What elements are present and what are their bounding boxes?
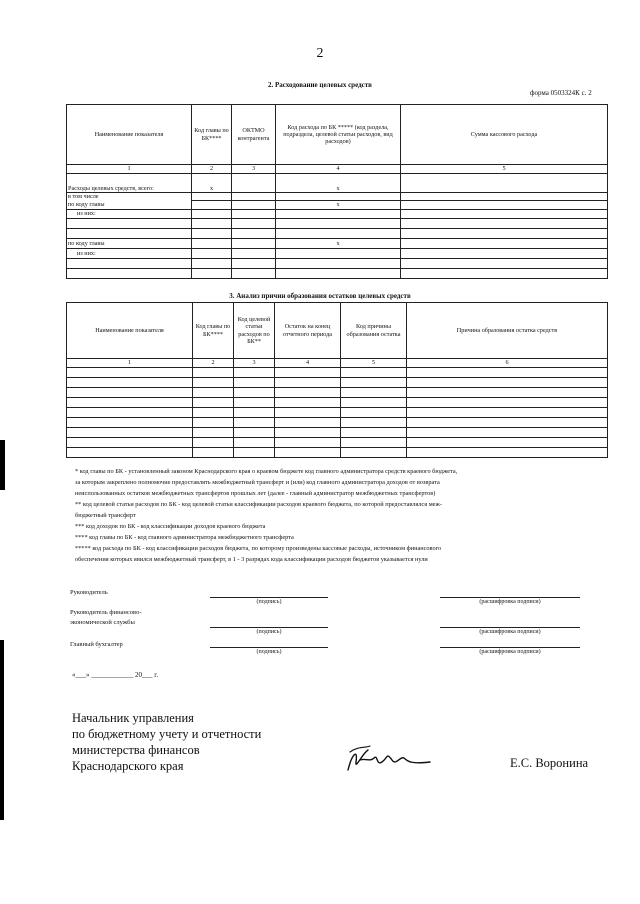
- table-row: [67, 249, 608, 259]
- header-reason: Причина образования остатка средств: [407, 303, 608, 359]
- table-row: [67, 269, 608, 279]
- chief-accountant-label: Главный бухгалтер: [70, 641, 123, 648]
- row-label: из них:: [67, 249, 192, 259]
- table-row: [67, 428, 608, 438]
- table-row: Расходы целевых средств, всего: x x: [67, 174, 608, 193]
- header-expense-code: Код расхода по БК ***** (код раздела, подраздела, целевой статьи расходов, вид расходов): [276, 105, 401, 165]
- table-row: [67, 210, 608, 219]
- col-number: 2: [193, 359, 234, 368]
- col-number: 2: [192, 165, 232, 174]
- header-indicator-name: Наименование показателя: [67, 105, 192, 165]
- table-row: [67, 418, 608, 428]
- header-reason-code: Код причины образования остатка: [341, 303, 407, 359]
- col-number: 1: [67, 165, 192, 174]
- footnote: ***** код расхода по БК - код классификации расходов бюджета, по которому произведены кассовые расходы, источником финансового: [75, 545, 442, 552]
- col-number: 1: [67, 359, 193, 368]
- section3-table: [66, 302, 608, 458]
- table-row: [67, 398, 608, 408]
- header-cash-expense-sum: Сумма кассового расхода: [401, 105, 608, 165]
- fin-head-decode-caption: (расшифровка подписи): [479, 629, 541, 635]
- header-chapter-code: Код главы по БК****: [193, 303, 234, 359]
- section2-title: 2. Расходование целевых средств: [268, 81, 372, 89]
- head-sign-caption: (подпись): [256, 599, 282, 605]
- header-end-balance: Остаток на конец отчетного периода: [275, 303, 341, 359]
- table-row: по коду главы x: [67, 201, 608, 210]
- footnote: ** код целевой статьи расходов по БК - код целевой статьи классификации расходов краевого бюджета, по которой предоставлялся меж-: [75, 501, 442, 508]
- table-row: [67, 388, 608, 398]
- date-line: «___» ____________ 20___ г.: [72, 671, 159, 679]
- row-label: в том числе: [67, 193, 192, 201]
- official-title-line: министерства финансов: [72, 743, 200, 757]
- section2-table: [66, 104, 608, 279]
- col-number: 4: [276, 165, 401, 174]
- footnote: неиспользованных остатков межбюджетных трансфертов прошлых лет (далее - главный администратор межбюджетных трансфертов): [75, 490, 436, 497]
- footnote: *** код доходов по БК - код классификации доходов краевого бюджета: [75, 523, 266, 530]
- form-code: форма 0503324К с. 2: [530, 89, 592, 97]
- col-number: 4: [275, 359, 341, 368]
- col-number: 3: [232, 165, 276, 174]
- fin-head-sign-line: [210, 627, 328, 628]
- head-sign-line: [210, 597, 328, 598]
- header-target-article-code: Код целевой статьи расходов по БК**: [234, 303, 275, 359]
- footnote: бюджетный трансферт: [75, 512, 136, 519]
- table-row: [67, 229, 608, 239]
- row-label: по коду главы: [67, 239, 192, 249]
- footnote: за которым закреплено полномочие предоставлять межбюджетный трансферт и (или) код главного администратора доходов от возврата: [75, 479, 440, 486]
- fin-head-label-1: Руководитель финансово-: [70, 609, 142, 616]
- scan-edge-mark: [0, 640, 4, 820]
- footnote: * код главы по БК - установленный законом Краснодарского края о краевом бюджете код главного администратора средств краевого бюджета,: [75, 468, 458, 475]
- head-label: Руководитель: [70, 589, 108, 596]
- footnote: обеспечения которых явился межбюджетный трансферт, в 1 - 3 разрядах кода классификации расходов бюджетов указывается нули: [75, 556, 428, 563]
- footnote: **** код главы по БК - код главного администратора межбюджетного трансферта: [75, 534, 294, 541]
- official-title-line: по бюджетному учету и отчетности: [72, 727, 262, 741]
- row-label: из них:: [67, 210, 192, 219]
- table-row: [67, 378, 608, 388]
- header-indicator-name: Наименование показателя: [67, 303, 193, 359]
- fin-head-decode-line: [440, 627, 580, 628]
- header-chapter-code: Код главы по БК****: [192, 105, 232, 165]
- table-row: [67, 408, 608, 418]
- official-title: [72, 710, 261, 774]
- official-title-line: Начальник управления: [72, 711, 194, 725]
- col-number: 3: [234, 359, 275, 368]
- official-title-line: Краснодарского края: [72, 759, 184, 773]
- table-row: [67, 259, 608, 269]
- handwritten-signature: [340, 740, 440, 780]
- table-row: [67, 193, 608, 201]
- chief-accountant-decode-line: [440, 647, 580, 648]
- page-number: 2: [316, 46, 324, 61]
- scan-edge-mark: [0, 440, 5, 490]
- row-label: по коду главы: [67, 201, 192, 210]
- table-row: [67, 368, 608, 378]
- chief-accountant-sign-caption: (подпись): [256, 649, 282, 655]
- header-oktmo: ОКТМО контрагента: [232, 105, 276, 165]
- col-number: 6: [407, 359, 608, 368]
- section3-title: 3. Анализ причин образования остатков целевых средств: [229, 292, 411, 300]
- footnotes: [75, 469, 615, 568]
- head-decode-line: [440, 597, 580, 598]
- col-number: 5: [341, 359, 407, 368]
- table-row: [67, 219, 608, 229]
- chief-accountant-sign-line: [210, 647, 328, 648]
- official-name: Е.С. Воронина: [510, 756, 589, 770]
- table-row: [67, 448, 608, 458]
- fin-head-label-2: экономической службы: [70, 619, 135, 626]
- row-label: Расходы целевых средств, всего:: [67, 174, 192, 193]
- chief-accountant-decode-caption: (расшифровка подписи): [479, 649, 541, 655]
- col-number: 5: [401, 165, 608, 174]
- head-decode-caption: (расшифровка подписи): [479, 599, 541, 605]
- table-row: [67, 438, 608, 448]
- table-row: по коду главы x: [67, 239, 608, 249]
- fin-head-sign-caption: (подпись): [256, 629, 282, 635]
